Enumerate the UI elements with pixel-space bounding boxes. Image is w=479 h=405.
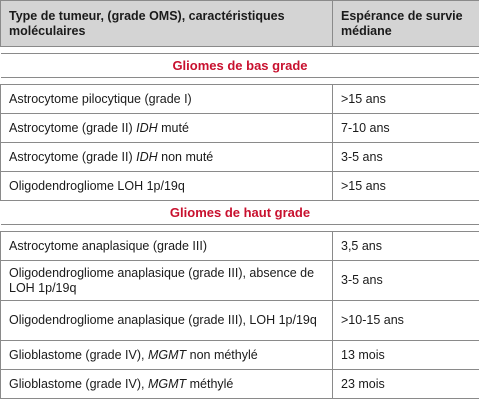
survival-cell: 13 mois: [333, 341, 479, 370]
section-low-grade: [1, 54, 479, 78]
tumor-type-cell: Glioblastome (grade IV), MGMT méthylé: [1, 370, 333, 399]
header-tumor-type: Type de tumeur, (grade OMS), caractéristiques moléculaires: [1, 1, 333, 47]
table-row: [1, 85, 479, 114]
survival-cell: 7-10 ans: [333, 114, 479, 143]
header-survival: Espérance de survie médiane: [333, 1, 479, 47]
tumor-type-cell: Oligodendrogliome anaplasique (grade III), absence de LOH 1p/19q: [1, 261, 333, 301]
section-high-grade: [1, 201, 479, 225]
tumor-type-cell: Astrocytome (grade II) IDH muté: [1, 114, 333, 143]
table-row: [1, 370, 479, 399]
table-row: [1, 172, 479, 201]
survival-cell: 3,5 ans: [333, 232, 479, 261]
table-row: [1, 301, 479, 341]
tumor-type-cell: Oligodendrogliome LOH 1p/19q: [1, 172, 333, 201]
section-title: Gliomes de haut grade: [169, 205, 311, 220]
survival-cell: 23 mois: [333, 370, 479, 399]
table-row: [1, 114, 479, 143]
survival-cell: >10-15 ans: [333, 301, 479, 341]
table-header-row: [1, 1, 479, 47]
section-title: Gliomes de bas grade: [172, 58, 308, 73]
survival-cell: 3-5 ans: [333, 143, 479, 172]
tumor-type-cell: Glioblastome (grade IV), MGMT non méthylé: [1, 341, 333, 370]
survival-cell: >15 ans: [333, 85, 479, 114]
tumor-type-cell: Astrocytome (grade II) IDH non muté: [1, 143, 333, 172]
tumor-type-cell: Oligodendrogliome anaplasique (grade III), LOH 1p/19q: [1, 301, 333, 341]
table-row: [1, 261, 479, 301]
survival-cell: >15 ans: [333, 172, 479, 201]
table-row: [1, 341, 479, 370]
tumor-type-cell: Astrocytome anaplasique (grade III): [1, 232, 333, 261]
table-row: [1, 143, 479, 172]
table-row: [1, 232, 479, 261]
survival-cell: 3-5 ans: [333, 261, 479, 301]
tumor-type-cell: Astrocytome pilocytique (grade I): [1, 85, 333, 114]
